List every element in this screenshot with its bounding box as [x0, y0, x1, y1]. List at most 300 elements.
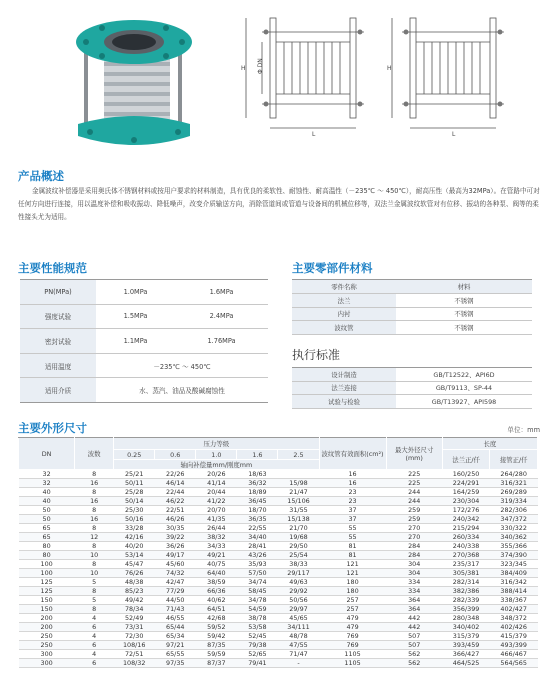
table-row	[19, 623, 538, 632]
table-cell: 22/55	[237, 524, 278, 533]
table-cell: 15/98	[278, 479, 319, 488]
table-row	[19, 497, 538, 506]
dimensions-table	[18, 437, 538, 668]
table-row	[19, 605, 538, 614]
table-cell: 80	[19, 551, 75, 560]
table-cell: 6	[75, 641, 114, 650]
table-cell: 493/399	[490, 641, 538, 650]
table-cell: 34/78	[237, 596, 278, 605]
table-cell: 74/32	[155, 569, 196, 578]
col-waves: 波数	[75, 438, 114, 470]
table-cell: 769	[319, 641, 386, 650]
table-cell: 562	[386, 659, 442, 668]
table-cell: 334	[386, 587, 442, 596]
table-row	[19, 470, 538, 479]
table-cell: 29/92	[278, 587, 319, 596]
table-cell: 20/26	[196, 470, 237, 479]
std-name: 设计制造	[292, 368, 396, 382]
table-cell: 20/70	[196, 506, 237, 515]
table-cell: 46/22	[155, 497, 196, 506]
table-cell: 164/259	[442, 488, 490, 497]
table-cell: 393/459	[442, 641, 490, 650]
parts-header: 零件名称	[292, 280, 396, 294]
table-cell: 26/44	[196, 524, 237, 533]
table-cell: 121	[319, 560, 386, 569]
parts-title: 主要零部件材料	[292, 261, 373, 275]
table-cell: 347/372	[490, 515, 538, 524]
table-cell: 46/55	[155, 614, 196, 623]
table-cell: 384/409	[490, 569, 538, 578]
table-cell: 22/44	[155, 488, 196, 497]
table-cell: 36/32	[237, 479, 278, 488]
table-row	[19, 650, 538, 659]
table-cell: 57/50	[237, 569, 278, 578]
table-cell: 150	[19, 596, 75, 605]
table-row	[19, 587, 538, 596]
table-row	[292, 368, 532, 382]
table-cell: 200	[19, 614, 75, 623]
table-cell: 21/47	[278, 488, 319, 497]
table-cell: 16	[75, 515, 114, 524]
dim-h-label-2: H	[387, 65, 392, 72]
table-cell: 45/65	[278, 614, 319, 623]
table-cell: 180	[319, 587, 386, 596]
table-cell: 4	[75, 614, 114, 623]
std-name: 法兰连接	[292, 381, 396, 395]
table-row	[292, 307, 532, 321]
table-cell: 6	[75, 659, 114, 668]
table-row	[19, 632, 538, 641]
table-cell: -	[278, 659, 319, 668]
table-cell: 8	[75, 542, 114, 551]
perf-value: 1.0MPa	[96, 280, 175, 305]
col-pressure: 压力等级	[114, 438, 319, 450]
table-cell: 46/26	[155, 515, 196, 524]
table-cell: 5	[75, 578, 114, 587]
table-cell: 305/381	[442, 569, 490, 578]
table-row	[19, 524, 538, 533]
table-cell: 264/280	[490, 470, 538, 479]
table-cell: 38/59	[196, 578, 237, 587]
table-row	[19, 560, 538, 569]
table-cell: 769	[319, 632, 386, 641]
table-cell: 364	[386, 596, 442, 605]
table-cell: 52/49	[114, 614, 155, 623]
table-cell: 65/34	[155, 632, 196, 641]
table-cell: 79/38	[237, 641, 278, 650]
table-cell: 87/35	[196, 641, 237, 650]
table-cell: 41/22	[196, 497, 237, 506]
table-cell: 31/55	[278, 506, 319, 515]
table-cell: 108/16	[114, 641, 155, 650]
table-cell: 270	[386, 533, 442, 542]
table-cell: 38/33	[278, 560, 319, 569]
compensator-photo	[62, 12, 202, 154]
table-cell: 71/43	[155, 605, 196, 614]
table-cell: 49/21	[196, 551, 237, 560]
table-cell: 374/390	[490, 551, 538, 560]
col-p: 1.0	[196, 450, 237, 460]
table-row	[19, 569, 538, 578]
table-cell: 72/30	[114, 632, 155, 641]
perf-label: 适用温度	[20, 353, 96, 378]
table-row	[292, 381, 532, 395]
table-cell: 81	[319, 542, 386, 551]
table-cell: 304	[386, 569, 442, 578]
table-cell: 388/414	[490, 587, 538, 596]
tie-rod	[84, 48, 88, 130]
table-cell: 257	[319, 596, 386, 605]
table-row	[19, 479, 538, 488]
table-cell: 340/402	[442, 623, 490, 632]
table-cell: 300	[19, 650, 75, 659]
table-cell: 52/65	[237, 650, 278, 659]
table-cell: 224/291	[442, 479, 490, 488]
table-cell: 66/36	[196, 587, 237, 596]
table-cell: 240/338	[442, 542, 490, 551]
table-cell: 85/23	[114, 587, 155, 596]
table-row	[19, 641, 538, 650]
table-cell	[278, 470, 319, 479]
table-cell: 77/29	[155, 587, 196, 596]
table-cell: 8	[75, 605, 114, 614]
table-cell: 507	[386, 632, 442, 641]
table-cell: 49/63	[278, 578, 319, 587]
table-row	[20, 353, 268, 378]
table-row	[292, 321, 532, 335]
table-cell: 34/40	[237, 533, 278, 542]
table-cell: 172/276	[442, 506, 490, 515]
table-cell: 34/33	[196, 542, 237, 551]
table-cell: 25/21	[114, 470, 155, 479]
col-flange: 法兰正/仟	[442, 450, 490, 470]
table-cell: 340/362	[490, 533, 538, 542]
table-cell: 73/31	[114, 623, 155, 632]
table-cell: 8	[75, 488, 114, 497]
table-cell: 15/138	[278, 515, 319, 524]
table-row	[292, 293, 532, 307]
table-cell: 38/32	[196, 533, 237, 542]
table-cell: 35/93	[237, 560, 278, 569]
table-cell: 50/16	[114, 515, 155, 524]
dimensions-body	[19, 470, 538, 668]
table-row	[19, 614, 538, 623]
table-cell: 49/17	[155, 551, 196, 560]
table-cell: 8	[75, 470, 114, 479]
overview-title: 产品概述	[18, 169, 64, 183]
table-cell: 45/60	[155, 560, 196, 569]
table-cell: 323/345	[490, 560, 538, 569]
table-cell: 81	[319, 551, 386, 560]
table-cell: 50/56	[278, 596, 319, 605]
table-cell: 366/427	[442, 650, 490, 659]
perf-value: 1.76MPa	[175, 329, 268, 354]
table-cell: 25/30	[114, 506, 155, 515]
dim-h-label: H	[241, 65, 246, 72]
table-cell: 1105	[319, 659, 386, 668]
table-cell: 304	[386, 560, 442, 569]
table-cell: 36/35	[237, 515, 278, 524]
standards-table	[292, 367, 532, 409]
table-cell: 382/386	[442, 587, 490, 596]
table-cell: 150	[19, 605, 75, 614]
std-value: GB/T9113、SP-44	[396, 381, 532, 395]
dim-l-label: L	[312, 131, 316, 138]
table-cell: 244	[386, 488, 442, 497]
table-cell: 64/40	[196, 569, 237, 578]
table-cell: 319/334	[490, 497, 538, 506]
table-cell: 65/44	[155, 623, 196, 632]
table-cell: 442	[386, 614, 442, 623]
table-cell: 65	[19, 533, 75, 542]
table-cell: 29/97	[278, 605, 319, 614]
table-cell: 49/42	[114, 596, 155, 605]
table-cell: 160/250	[442, 470, 490, 479]
table-cell: 356/399	[442, 605, 490, 614]
table-cell: 80	[19, 542, 75, 551]
table-cell: 50	[19, 515, 75, 524]
table-row	[19, 551, 538, 560]
table-cell: 43/26	[237, 551, 278, 560]
table-row	[19, 542, 538, 551]
table-cell: 4	[75, 632, 114, 641]
table-cell: 41/35	[196, 515, 237, 524]
perf-value: 1.1MPa	[96, 329, 175, 354]
table-cell: 45/47	[114, 560, 155, 569]
table-cell: 58/45	[237, 587, 278, 596]
table-row	[19, 596, 538, 605]
parts-header: 材料	[396, 280, 532, 294]
table-cell: 50/14	[114, 497, 155, 506]
table-cell: 282/339	[442, 596, 490, 605]
col-p: 2.5	[278, 450, 319, 460]
table-cell: 8	[75, 587, 114, 596]
dim-l-label-2: L	[452, 131, 456, 138]
table-cell: 479	[319, 623, 386, 632]
col-pipe: 接管正/仟	[490, 450, 538, 470]
table-cell: 40	[19, 488, 75, 497]
table-cell: 348/372	[490, 614, 538, 623]
technical-drawing	[232, 12, 542, 138]
table-cell: 87/37	[196, 659, 237, 668]
table-cell: 402/427	[490, 605, 538, 614]
tie-rod	[178, 48, 182, 130]
table-cell: 22/26	[155, 470, 196, 479]
table-cell: 55	[319, 533, 386, 542]
table-cell: 338/367	[490, 596, 538, 605]
table-cell: 42/16	[114, 533, 155, 542]
table-cell: 25/28	[114, 488, 155, 497]
table-cell: 71/47	[278, 650, 319, 659]
table-cell: 225	[386, 470, 442, 479]
dimensions-title: 主要外形尺寸	[18, 421, 87, 435]
perf-value: 2.4MPa	[175, 304, 268, 329]
table-cell: 28/41	[237, 542, 278, 551]
table-cell: 30/35	[155, 524, 196, 533]
table-cell: 562	[386, 650, 442, 659]
table-cell: 316/342	[490, 578, 538, 587]
std-value: GB/T12522、API6D	[396, 368, 532, 382]
table-cell: 59/42	[196, 632, 237, 641]
table-cell: 50/11	[114, 479, 155, 488]
table-cell: 16	[75, 497, 114, 506]
table-cell: 59/52	[196, 623, 237, 632]
table-cell: 65/55	[155, 650, 196, 659]
table-row	[19, 488, 538, 497]
table-cell: 40/62	[196, 596, 237, 605]
table-cell: 25/54	[278, 551, 319, 560]
perf-label: 适用介质	[20, 378, 96, 403]
table-cell: 52/45	[237, 632, 278, 641]
table-cell: 39/22	[155, 533, 196, 542]
table-cell: 1105	[319, 650, 386, 659]
part-name: 法兰	[292, 293, 396, 307]
table-cell: 16	[75, 479, 114, 488]
table-cell: 19/68	[278, 533, 319, 542]
table-cell: 8	[75, 524, 114, 533]
col-outer: 最大外径尺寸(mm)	[386, 438, 442, 470]
dim-dn-label: Φ DN	[257, 58, 264, 74]
table-cell: 18/70	[237, 506, 278, 515]
table-cell: 125	[19, 587, 75, 596]
table-cell: 20/44	[196, 488, 237, 497]
table-cell: 23	[319, 488, 386, 497]
table-cell: 244	[386, 497, 442, 506]
table-cell: 108/32	[114, 659, 155, 668]
table-row	[20, 378, 268, 403]
unit-label: 单位：mm	[507, 426, 540, 434]
table-cell: 42/47	[155, 578, 196, 587]
table-cell: 8	[75, 560, 114, 569]
table-cell: 6	[75, 623, 114, 632]
table-cell: 33/28	[114, 524, 155, 533]
table-cell: 284	[386, 551, 442, 560]
table-cell: 225	[386, 479, 442, 488]
table-cell: 464/525	[442, 659, 490, 668]
table-cell: 47/55	[278, 641, 319, 650]
table-header-row	[19, 438, 538, 450]
table-cell: 64/51	[196, 605, 237, 614]
table-cell: 5	[75, 596, 114, 605]
perf-value: 1.5MPa	[96, 304, 175, 329]
table-cell: 4	[75, 650, 114, 659]
performance-title: 主要性能规范	[18, 261, 87, 275]
parts-table	[292, 279, 532, 335]
table-row	[19, 578, 538, 587]
std-value: GB/T13927、API598	[396, 395, 532, 409]
table-cell: 23	[319, 497, 386, 506]
table-cell: 46/14	[155, 479, 196, 488]
table-cell: 34/111	[278, 623, 319, 632]
table-cell: 38/78	[237, 614, 278, 623]
table-cell: 250	[19, 632, 75, 641]
table-cell: 364	[386, 605, 442, 614]
table-cell: 10	[75, 569, 114, 578]
table-cell: 37	[319, 506, 386, 515]
table-cell: 54/59	[237, 605, 278, 614]
part-name: 内衬	[292, 307, 396, 321]
perf-label: 强度试验	[20, 304, 96, 329]
table-cell: 100	[19, 569, 75, 578]
table-cell: 29/117	[278, 569, 319, 578]
part-material: 不锈钢	[396, 307, 532, 321]
table-cell: 240/342	[442, 515, 490, 524]
table-cell: 55	[319, 524, 386, 533]
table-cell: 36/45	[237, 497, 278, 506]
table-cell: 215/294	[442, 524, 490, 533]
col-subheader: 轴向补偿量mm/刚度mm	[114, 460, 319, 470]
table-cell: 41/14	[196, 479, 237, 488]
table-cell: 282/314	[442, 578, 490, 587]
product-images	[0, 0, 556, 160]
table-cell: 32	[19, 479, 75, 488]
table-cell: 18/89	[237, 488, 278, 497]
table-cell: 282/306	[490, 506, 538, 515]
table-cell: 250	[19, 641, 75, 650]
table-row	[20, 304, 268, 329]
table-cell: 315/379	[442, 632, 490, 641]
table-cell: 53/58	[237, 623, 278, 632]
table-cell: 97/35	[155, 659, 196, 668]
col-p: 1.6	[237, 450, 278, 460]
table-cell: 507	[386, 641, 442, 650]
table-cell: 12	[75, 533, 114, 542]
table-cell: 200	[19, 623, 75, 632]
col-p: 0.25	[114, 450, 155, 460]
table-cell: 72/51	[114, 650, 155, 659]
table-cell: 59/59	[196, 650, 237, 659]
col-length: 长度	[442, 438, 537, 450]
col-p: 0.6	[155, 450, 196, 460]
table-cell: 270	[386, 524, 442, 533]
table-cell: 330/322	[490, 524, 538, 533]
table-cell: 29/50	[278, 542, 319, 551]
table-cell: 270/368	[442, 551, 490, 560]
table-row	[20, 280, 268, 305]
table-cell: 22/51	[155, 506, 196, 515]
part-material: 不锈钢	[396, 293, 532, 307]
table-cell: 42/68	[196, 614, 237, 623]
table-cell: 10	[75, 551, 114, 560]
table-cell: 260/334	[442, 533, 490, 542]
std-name: 试验与检验	[292, 395, 396, 409]
table-cell: 466/467	[490, 650, 538, 659]
perf-value: 1.6MPa	[175, 280, 268, 305]
table-cell: 121	[319, 569, 386, 578]
table-cell: 230/304	[442, 497, 490, 506]
table-cell: 8	[75, 506, 114, 515]
col-dn: DN	[19, 438, 75, 470]
table-cell: 415/379	[490, 632, 538, 641]
table-cell: 48/78	[278, 632, 319, 641]
table-cell: 21/70	[278, 524, 319, 533]
performance-table	[20, 279, 268, 403]
table-cell: 36/26	[155, 542, 196, 551]
table-cell: 125	[19, 578, 75, 587]
table-cell: 32	[19, 470, 75, 479]
table-cell: 97/21	[155, 641, 196, 650]
table-row	[19, 515, 538, 524]
table-cell: 15/106	[278, 497, 319, 506]
table-cell: 76/26	[114, 569, 155, 578]
table-cell: 284	[386, 542, 442, 551]
table-cell: 37	[319, 515, 386, 524]
overview-text: 金属波纹补偿器是采用奥氏体不锈钢材料或按用户要求的材料制造，具有优良的柔软性、耐蚀性、耐高温性（－235℃ ～ 450℃），耐高压性（最高为32MPa）。在管路中可对任何方向进行连接，用以温度补偿和吸收振动、降低噪声，改变介质输送方向，消除管道间或管道与设备间的机械位移等，双法兰金属波纹软管对有位移、振动的各种泵、阀等的柔性接头尤为适用。	[18, 187, 540, 221]
table-cell: 257	[319, 605, 386, 614]
table-row	[19, 506, 538, 515]
perf-label: PN(MPa)	[20, 280, 96, 305]
perf-value: 水、蒸汽、油品及酸碱腐蚀性	[96, 378, 268, 403]
